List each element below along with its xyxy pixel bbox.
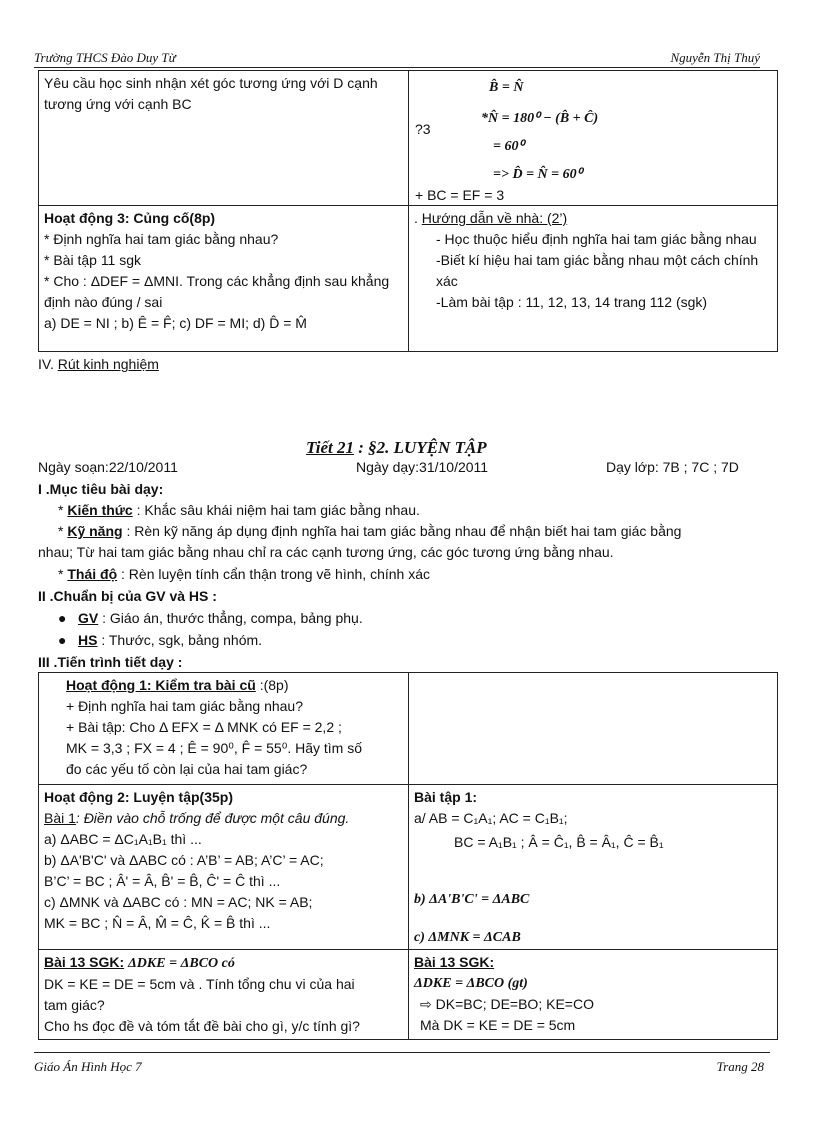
cell-exercise-1-answer (409, 785, 778, 950)
section-iv: IV. Rút kinh nghiệm (38, 356, 159, 372)
answer-13-title: Bài 13 SGK: (414, 954, 495, 970)
answer-b: b) ΔA'B'C' = ΔABC (414, 892, 530, 907)
section-i-heading: I .Mục tiêu bài dạy: (38, 481, 164, 497)
text-line: MK = BC ; N̂ = Â, M̂ = Ĉ, K̂ = B̂ thì ... (44, 915, 271, 931)
date-prepared: Ngày soạn:22/10/2011 (38, 459, 178, 475)
activity-2-title: Hoạt động 2: Luyện tập(35p) (44, 789, 233, 805)
math-line: ΔDKE = ΔBCO (gt) (414, 976, 528, 991)
section-iii-heading: III .Tiến trình tiết dạy : (38, 654, 183, 670)
math-line: = 60⁰ (493, 139, 525, 154)
text-line: Mà DK = KE = DE = 5cm (420, 1017, 576, 1033)
cell-exercise-13 (39, 950, 409, 1040)
activity-3-title: Hoạt động 3: Củng cố(8p) (44, 210, 216, 226)
text-line: * Định nghĩa hai tam giác bằng nhau? (44, 231, 279, 247)
text-line: * Bài tập 11 sgk (44, 252, 142, 268)
section-ii-heading: II .Chuẩn bị của GV và HS : (38, 588, 217, 604)
text-line: + BC = EF = 3 (415, 187, 505, 203)
cell-empty (409, 673, 778, 785)
math-line: B̂ = N̂ (489, 80, 524, 95)
homework-title: . Hướng dẫn về nhà: (2’) (414, 210, 568, 226)
page-header (34, 50, 760, 68)
text-line: - Học thuộc hiểu định nghĩa hai tam giác bằng nhau (436, 231, 757, 247)
text-line: a/ AB = C₁A₁; AC = C₁B₁; (414, 810, 568, 826)
text-line: BC = A₁B₁ ; Â = Ĉ₁, B̂ = Â₁, Ĉ = B̂₁ (454, 834, 664, 850)
classes: Dạy lớp: 7B ; 7C ; 7D (606, 459, 739, 475)
exercise-13-title: Bài 13 SGK: ΔDKE = ΔBCO có (44, 954, 235, 971)
text-line: tam giác? (44, 997, 105, 1013)
table-lesson-plan (38, 672, 778, 1040)
page-number: Trang 28 (716, 1059, 764, 1074)
footer-title: Giáo Án Hình Học 7 (34, 1059, 142, 1074)
skill-line-2: nhau; Từ hai tam giác bằng nhau chỉ ra các cạnh tương ứng, các góc tương ứng bằng nhau. (38, 544, 614, 560)
table-activity-3 (38, 70, 778, 352)
text-line: Cho hs đọc đề và tóm tắt đề bài cho gì, y/c tính gì? (44, 1018, 360, 1034)
text-line: DK = KE = DE = 5cm và . Tính tổng chu vi của hai (44, 976, 355, 992)
date-taught: Ngày dạy:31/10/2011 (356, 459, 489, 475)
skill-line: * Kỹ năng : Rèn kỹ năng áp dụng định nghĩa hai tam giác bằng nhau để nhận biết hai tam giác bằng (58, 523, 682, 539)
lesson-title: Tiết 21 : §2. LUYỆN TẬP (306, 438, 487, 457)
cell-homework (409, 206, 778, 352)
knowledge-line: * Kiến thức : Khắc sâu khái niệm hai tam giác bằng nhau. (58, 502, 420, 518)
text-line: + Bài tập: Cho Δ EFX = Δ MNK có EF = 2,2 ; (66, 719, 342, 735)
table-row (39, 206, 778, 352)
header-school: Trường THCS Đào Duy Từ (34, 50, 176, 65)
gv-line: ● GV : Giáo án, thước thẳng, compa, bảng phụ. (58, 610, 363, 626)
attitude-line: * Thái độ : Rèn luyện tính cẩn thận trong vẽ hình, chính xác (58, 566, 430, 582)
cell-exercise-13-answer (409, 950, 778, 1040)
text-line: đo các yếu tố còn lại của hai tam giác? (66, 761, 308, 777)
answer-title: Bài tập 1: (414, 789, 478, 805)
math-line: => D̂ = N̂ = 60⁰ (493, 167, 583, 182)
activity-1-title: Hoạt động 1: Kiểm tra bài cũ :(8p) (66, 677, 289, 693)
cell-answer-3 (409, 71, 778, 206)
table-row (39, 71, 778, 206)
text-line: a) DE = NI ; b) Ê = F̂; c) DF = MI; d) D̂ = M̂ (44, 315, 307, 331)
instruction-text: Yêu cầu học sinh nhận xét góc tương ứng với D cạnh tương ứng với cạnh BC (44, 75, 378, 112)
text-line: ⇨ DK=BC; DE=BO; KE=CO (420, 996, 594, 1012)
question-label: ?3 (415, 121, 431, 137)
answer-c: c) ΔMNK = ΔCAB (414, 930, 521, 945)
text-line: -Biết kí hiệu hai tam giác bằng nhau một cách chính xác (436, 252, 759, 289)
table-row (39, 950, 778, 1040)
cell-activity-2 (39, 785, 409, 950)
math-line: *N̂ = 180⁰ − (B̂ + Ĉ) (481, 111, 599, 126)
cell-instruction (39, 71, 409, 206)
cell-activity-3 (39, 206, 409, 352)
text-line: B’C’ = BC ; Â' = Â, B̂' = B̂, Ĉ' = Ĉ thì ... (44, 873, 281, 889)
table-row (39, 785, 778, 950)
hs-line: ● HS : Thước, sgk, bảng nhóm. (58, 632, 263, 648)
text-line: MK = 3,3 ; FX = 4 ; Ê = 90⁰, F̂ = 55⁰. Hãy tìm số (66, 740, 363, 756)
table-row (39, 673, 778, 785)
text-line: c) ΔMNK và ΔABC có : MN = AC; NK = AB; (44, 894, 313, 910)
exercise-1-line: Bài 1: Điền vào chỗ trống để được một câu đúng. (44, 810, 350, 826)
page-footer (34, 1052, 770, 1076)
header-author: Nguyễn Thị Thuý (670, 50, 760, 65)
text-line: + Định nghĩa hai tam giác bằng nhau? (66, 698, 304, 714)
text-line: b) ΔA'B'C' và ΔABC có : A’B’ = AB; A’C’ = AC; (44, 852, 324, 868)
text-line: * Cho : ΔDEF = ΔMNI. Trong các khẳng định sau khẳng định nào đúng / sai (44, 273, 390, 310)
text-line: a) ΔABC = ΔC₁A₁B₁ thì ... (44, 831, 202, 847)
cell-activity-1 (39, 673, 409, 785)
text-line: -Làm bài tập : 11, 12, 13, 14 trang 112 (sgk) (436, 294, 708, 310)
